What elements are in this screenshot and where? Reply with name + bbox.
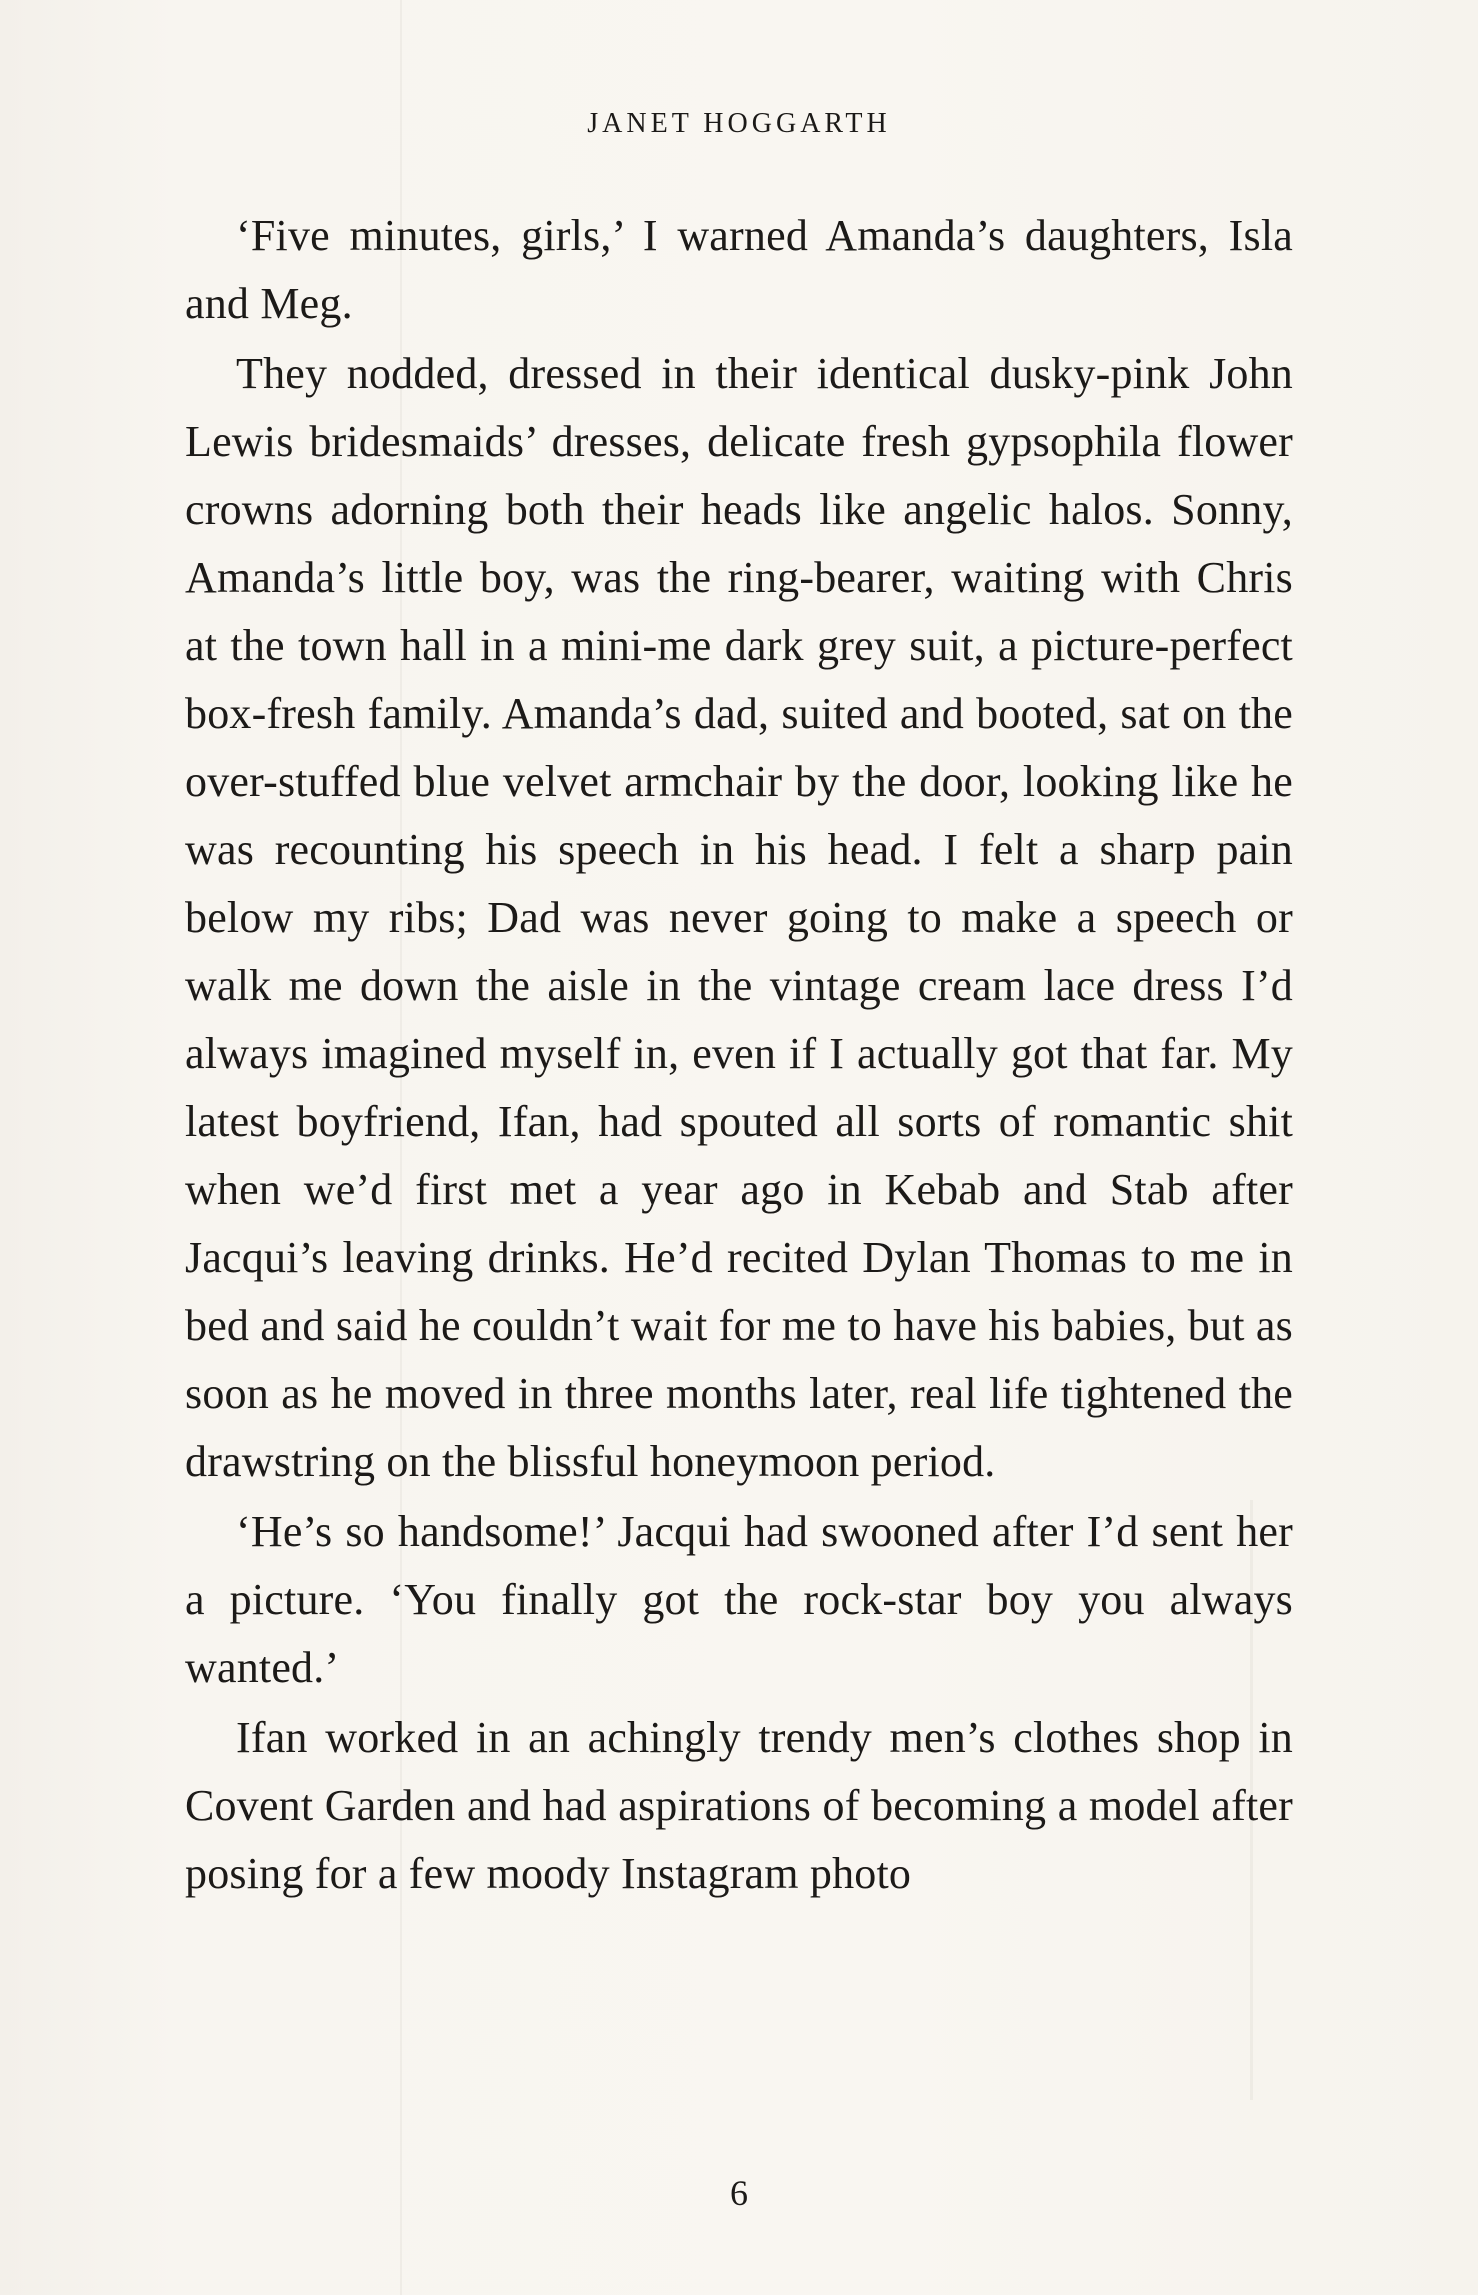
page-number: 6 xyxy=(730,2173,748,2213)
body-text xyxy=(185,202,1293,1908)
paragraph: They nodded, dressed in their identical dusky-pink John Lewis bridesmaids’ dresses, delicate fresh gypsophila flower crowns adorning both their heads like angelic halos. Sonny, Amanda’s little boy, was the ring-bearer, waiting with Chris at the town hall in a mini-me dark grey suit, a picture-perfect box-fresh family. Amanda’s dad, suited and booted, sat on the over-stuffed blue velvet armchair by the door, looking like he was recounting his speech in his head. I felt a sharp pain below my ribs; Dad was never going to make a speech or walk me down the aisle in the vintage cream lace dress I’d always imagined myself in, even if I actually got that far. My latest boyfriend, Ifan, had spouted all sorts of romantic shit when we’d first met a year ago in Kebab and Stab after Jacqui’s leaving drinks. He’d recited Dylan Thomas to me in bed and said he couldn’t wait for me to have his babies, but as soon as he moved in three months later, real life tightened the drawstring on the blissful honeymoon period. xyxy=(185,349,1293,1486)
paragraph: ‘He’s so handsome!’ Jacqui had swooned after I’d sent her a picture. ‘You finally got the rock-star boy you always wanted.’ xyxy=(185,1507,1293,1692)
paragraph: ‘Five minutes, girls,’ I warned Amanda’s daughters, Isla and Meg. xyxy=(185,211,1293,328)
paragraph: Ifan worked in an achingly trendy men’s clothes shop in Covent Garden and had aspirations of becoming a model after posing for a few moody Instagram photo xyxy=(185,1713,1293,1898)
running-head-author: JANET HOGGARTH xyxy=(587,108,891,139)
